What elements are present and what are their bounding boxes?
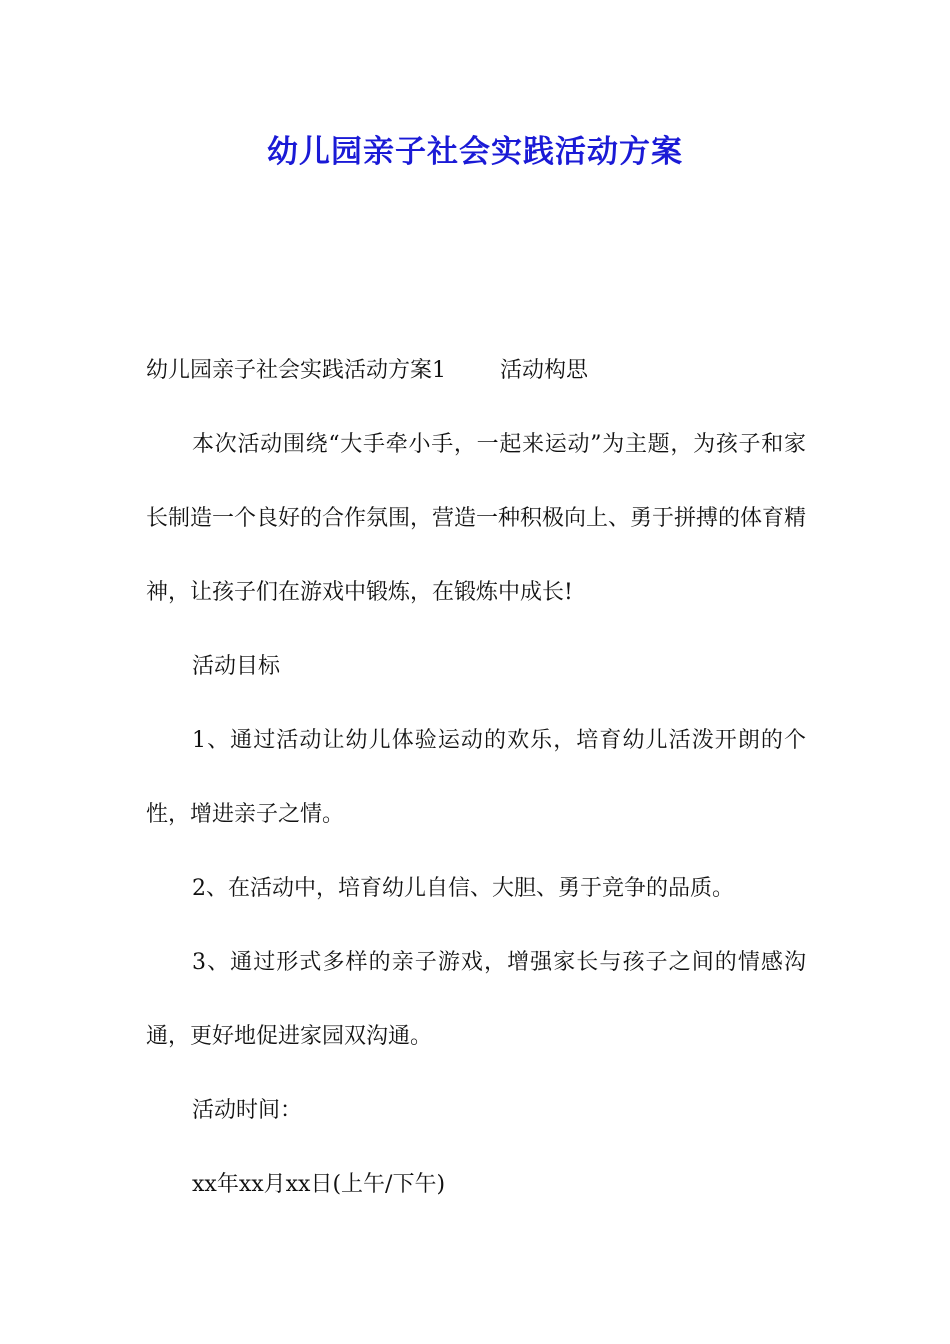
paragraph-goals-heading: 活动目标: [192, 654, 281, 679]
document-body: [146, 334, 806, 1222]
document-title: 幼儿园亲子社会实践活动方案: [267, 134, 683, 170]
paragraph-goal-3: 3、通过形式多样的亲子游戏，增强家长与孩子之间的情感沟通，更好地促进家园双沟通。: [146, 950, 806, 1049]
paragraph-intro: 本次活动围绕“大手牵小手，一起来运动”为主题，为孩子和家长制造一个良好的合作氛围，营造一种积极向上、勇于拼搏的体育精神，让孩子们在游戏中锻炼，在锻炼中成长!: [146, 432, 807, 605]
heading-line-right: 活动构思: [500, 358, 589, 383]
heading-line-left: 幼儿园亲子社会实践活动方案1: [146, 358, 446, 383]
paragraph-goal-1: 1、通过活动让幼儿体验运动的欢乐，培育幼儿活泼开朗的个性，增进亲子之情。: [146, 728, 806, 827]
heading-line: [146, 334, 806, 408]
paragraph-goal-2: 2、在活动中，培育幼儿自信、大胆、勇于竞争的品质。: [192, 876, 734, 901]
paragraph-time-heading: 活动时间：: [192, 1098, 303, 1123]
paragraph-time-value: xx年xx月xx日(上午/下午): [192, 1172, 446, 1197]
